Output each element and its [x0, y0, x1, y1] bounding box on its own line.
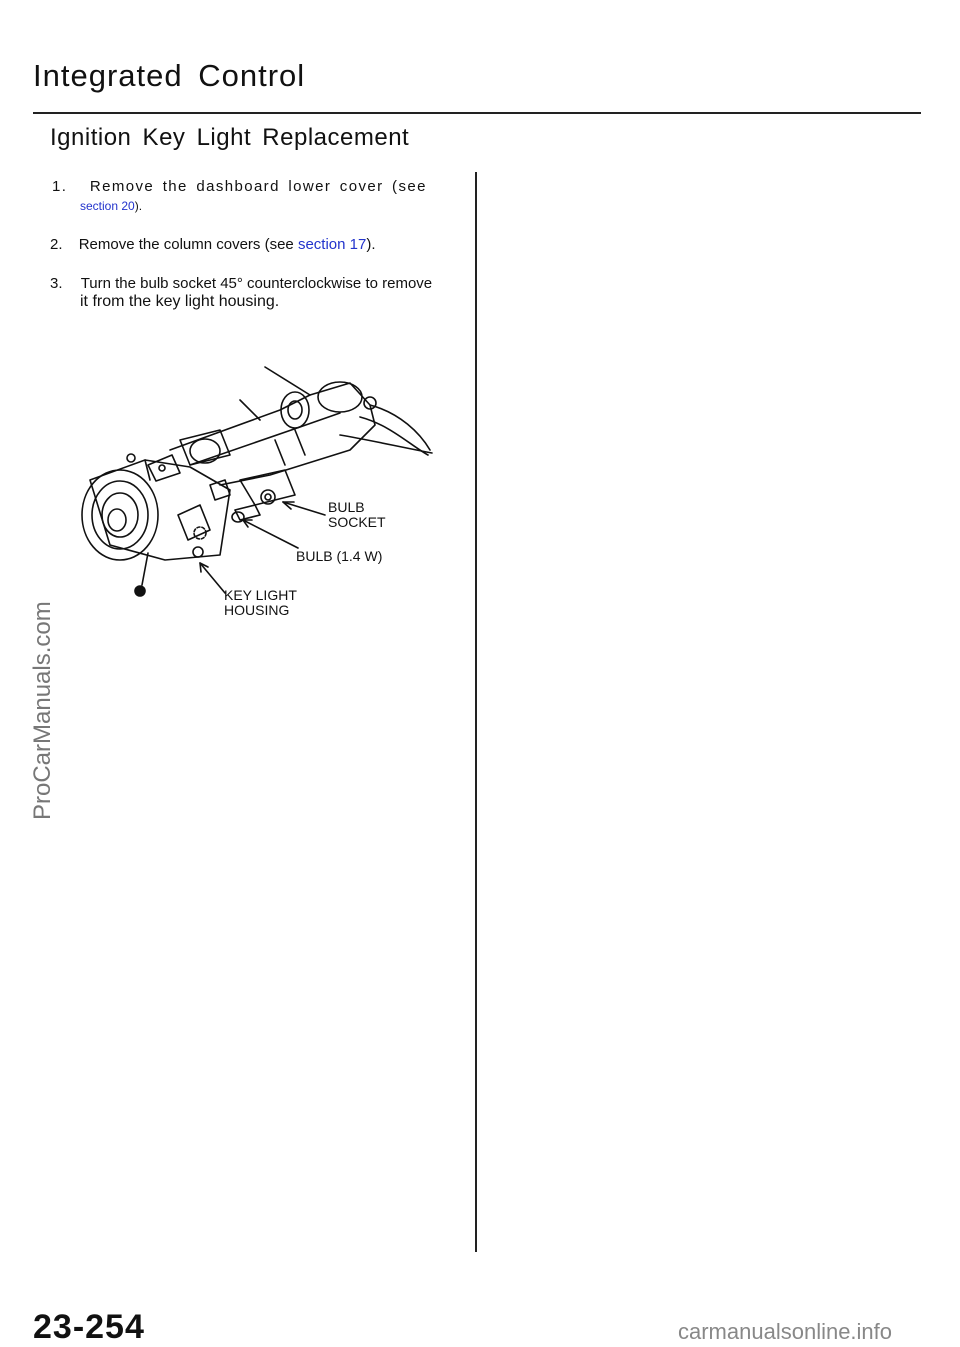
step-number: 1. [52, 178, 68, 195]
step-text: Turn the bulb socket 45° counterclockwise to remove [80, 275, 433, 292]
step-1-continued [80, 199, 142, 213]
housing-label-line-2: HOUSING [224, 602, 290, 618]
bulb-label: BULB (1.4 W) [296, 548, 383, 564]
side-watermark: ProCarManuals.com [29, 601, 56, 820]
footer-watermark: carmanualsonline.info [678, 1319, 893, 1344]
key-light-housing-label [224, 588, 297, 618]
step-number: 3. [50, 275, 63, 292]
step-number: 2. [50, 236, 63, 253]
ignition-switch-illustration [70, 355, 450, 615]
section-17-link[interactable]: section 17 [297, 236, 367, 253]
step-text: Remove the column covers (see [78, 236, 298, 253]
bulb-socket-label-line-1: BULB [328, 499, 365, 515]
step-text: Remove the dashboard lower cover (see [89, 178, 427, 195]
step-2 [50, 236, 376, 253]
step-3-continued: it from the key light housing. [80, 293, 280, 310]
page-title: Integrated Control [33, 58, 306, 93]
step-tail: ). [134, 199, 143, 213]
page-number: 23-254 [33, 1308, 145, 1346]
housing-label-line-1: KEY LIGHT [224, 587, 297, 603]
column-divider [475, 172, 477, 1252]
title-divider [33, 112, 921, 114]
step-1 [52, 178, 427, 195]
bulb-socket-label [328, 500, 386, 530]
step-3 [50, 275, 432, 292]
section-title: Ignition Key Light Replacement [50, 124, 410, 151]
step-tail: ). [366, 236, 376, 253]
section-20-link[interactable]: section 20 [80, 199, 135, 213]
bulb-socket-label-line-2: SOCKET [328, 514, 386, 530]
